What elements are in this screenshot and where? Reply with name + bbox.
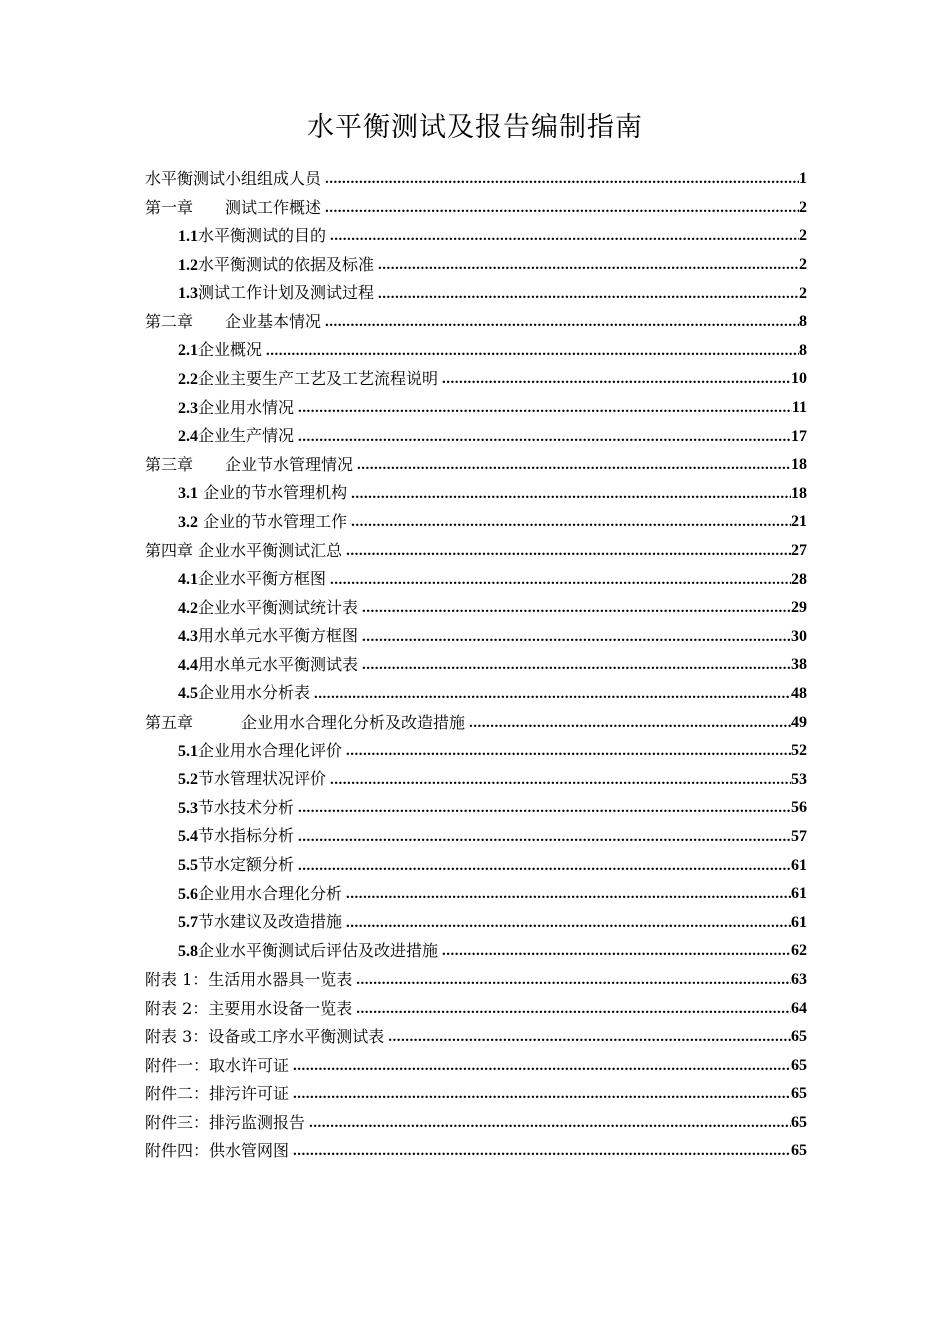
toc-page-number: 1 bbox=[799, 170, 807, 188]
toc-dot-leader bbox=[342, 913, 791, 933]
toc-page-number: 61 bbox=[791, 885, 807, 903]
toc-entry-label bbox=[178, 626, 358, 647]
toc-dot-leader bbox=[326, 226, 799, 246]
toc-section-number: 5.5 bbox=[178, 857, 198, 875]
toc-entry-text: 节水技术分析 bbox=[198, 797, 295, 817]
toc-entry-label bbox=[178, 855, 294, 876]
toc-dot-leader bbox=[358, 627, 791, 647]
toc-dot-leader bbox=[438, 941, 791, 961]
toc-entry-text: 企业的节水管理机构 bbox=[198, 483, 348, 503]
toc-page-number: 56 bbox=[791, 799, 807, 817]
toc-entry-label bbox=[178, 398, 294, 419]
toc-entry-label bbox=[145, 1113, 305, 1133]
toc-entry-label bbox=[178, 826, 294, 847]
toc-dot-leader bbox=[294, 398, 792, 418]
toc-page-number: 27 bbox=[791, 542, 807, 560]
toc-entry[interactable] bbox=[145, 765, 807, 794]
toc-page-number: 11 bbox=[791, 399, 807, 417]
toc-dot-leader bbox=[262, 341, 799, 361]
page-title: 水平衡测试及报告编制指南 bbox=[307, 112, 643, 143]
toc-dot-leader bbox=[305, 1113, 791, 1133]
toc-entry[interactable] bbox=[145, 651, 807, 680]
toc-section-number: 2.4 bbox=[178, 428, 198, 446]
toc-entry-label bbox=[145, 1056, 289, 1076]
toc-entry-text: 测试工作计划及测试过程 bbox=[198, 283, 375, 303]
toc-section-number: 4.1 bbox=[178, 571, 198, 589]
toc-page-number: 64 bbox=[791, 999, 807, 1017]
toc-entry-label bbox=[178, 369, 438, 390]
toc-entry-label bbox=[178, 340, 262, 361]
toc-dot-leader bbox=[347, 484, 791, 504]
toc-dot-leader bbox=[438, 369, 791, 389]
toc-entry[interactable] bbox=[145, 279, 807, 308]
toc-entry[interactable] bbox=[145, 708, 807, 737]
toc-entry-label bbox=[145, 455, 353, 475]
toc-page-number: 61 bbox=[791, 856, 807, 874]
toc-entry-text: 用水单元水平衡方框图 bbox=[198, 626, 359, 646]
toc-entry-label bbox=[145, 713, 465, 733]
toc-entry-text: 第二章 企业基本情况 bbox=[145, 312, 322, 332]
toc-entry[interactable] bbox=[145, 994, 807, 1023]
toc-page-number: 2 bbox=[799, 198, 807, 216]
toc-section-number: 5.7 bbox=[178, 914, 198, 932]
toc-entry[interactable] bbox=[145, 394, 807, 423]
toc-entry-label bbox=[178, 941, 438, 962]
toc-entry-label bbox=[178, 798, 294, 819]
toc-page-number: 49 bbox=[791, 713, 807, 731]
toc-entry-text: 附表 3：设备或工序水平衡测试表 bbox=[145, 1027, 385, 1047]
toc-dot-leader bbox=[358, 655, 791, 675]
toc-dot-leader bbox=[358, 598, 791, 618]
toc-entry-label bbox=[178, 655, 358, 676]
toc-section-number: 3.1 bbox=[178, 485, 198, 503]
toc-entry-label bbox=[145, 1141, 289, 1161]
toc-section-number: 4.2 bbox=[178, 599, 198, 617]
toc-entry[interactable] bbox=[145, 1051, 807, 1080]
toc-entry[interactable] bbox=[145, 565, 807, 594]
toc-dot-leader bbox=[321, 312, 799, 332]
toc-entry[interactable] bbox=[145, 365, 807, 394]
toc-entry-text: 水平衡测试小组组成人员 bbox=[145, 169, 322, 189]
toc-page-number: 21 bbox=[791, 513, 807, 531]
toc-entry[interactable] bbox=[145, 680, 807, 709]
toc-dot-leader bbox=[465, 713, 791, 733]
toc-entry[interactable] bbox=[145, 308, 807, 337]
toc-dot-leader bbox=[347, 512, 791, 532]
toc-page-number: 18 bbox=[791, 456, 807, 474]
toc-page-number: 57 bbox=[791, 827, 807, 845]
toc-section-number: 4.4 bbox=[178, 656, 198, 674]
toc-entry-text: 水平衡测试的目的 bbox=[198, 225, 327, 245]
toc-entry[interactable] bbox=[145, 1080, 807, 1109]
toc-section-number: 2.2 bbox=[178, 370, 198, 388]
toc-page-number: 38 bbox=[791, 656, 807, 674]
toc-dot-leader bbox=[352, 999, 791, 1019]
toc-section-number: 2.1 bbox=[178, 342, 198, 360]
toc-dot-leader bbox=[342, 741, 791, 761]
toc-dot-leader bbox=[321, 169, 799, 189]
toc-entry-label bbox=[145, 312, 321, 332]
toc-section-number: 1.3 bbox=[178, 285, 198, 303]
toc-entry-text: 企业用水合理化分析 bbox=[198, 883, 343, 903]
toc-page-number: 62 bbox=[791, 942, 807, 960]
toc-entry-text: 企业主要生产工艺及工艺流程说明 bbox=[198, 368, 439, 388]
toc-entry-label bbox=[178, 884, 342, 905]
toc-section-number: 5.4 bbox=[178, 828, 198, 846]
toc-entry-text: 节水建议及改造措施 bbox=[198, 912, 343, 932]
toc-entry-text: 节水定额分析 bbox=[198, 855, 295, 875]
toc-page-number: 52 bbox=[791, 742, 807, 760]
toc-page-number: 2 bbox=[799, 284, 807, 302]
toc-entry[interactable] bbox=[145, 908, 807, 937]
toc-entry[interactable] bbox=[145, 222, 807, 251]
toc-entry-label bbox=[178, 226, 326, 247]
table-of-contents bbox=[145, 165, 807, 1166]
toc-entry[interactable] bbox=[145, 451, 807, 480]
toc-dot-leader bbox=[384, 1027, 791, 1047]
toc-entry-text: 企业用水情况 bbox=[198, 397, 295, 417]
toc-dot-leader bbox=[342, 541, 791, 561]
toc-entry-text: 企业水平衡测试后评估及改进措施 bbox=[198, 940, 439, 960]
toc-page-number: 65 bbox=[791, 1028, 807, 1046]
toc-entry-label bbox=[145, 1027, 384, 1047]
toc-entry-text: 附表 2：主要用水设备一览表 bbox=[145, 998, 353, 1018]
toc-entry[interactable] bbox=[145, 537, 807, 566]
toc-entry[interactable] bbox=[145, 937, 807, 966]
toc-section-number: 5.3 bbox=[178, 799, 198, 817]
toc-entry-text: 企业水平衡测试统计表 bbox=[198, 597, 359, 617]
toc-entry[interactable] bbox=[145, 623, 807, 652]
toc-entry-text: 附件三：排污监测报告 bbox=[145, 1112, 306, 1132]
toc-page-number: 48 bbox=[791, 684, 807, 702]
toc-section-number: 3.2 bbox=[178, 513, 198, 531]
toc-entry-text: 企业的节水管理工作 bbox=[198, 511, 348, 531]
toc-entry[interactable] bbox=[145, 194, 807, 223]
toc-entry-text: 第五章 企业用水合理化分析及改造措施 bbox=[145, 712, 466, 732]
toc-page-number: 28 bbox=[791, 570, 807, 588]
toc-page-number: 65 bbox=[791, 1142, 807, 1160]
toc-entry-label bbox=[178, 483, 347, 504]
toc-entry[interactable] bbox=[145, 508, 807, 537]
toc-dot-leader bbox=[289, 1084, 791, 1104]
toc-entry-label bbox=[145, 169, 321, 189]
toc-entry-text: 第一章 测试工作概述 bbox=[145, 197, 322, 217]
toc-entry-label bbox=[178, 683, 310, 704]
toc-page-number: 18 bbox=[791, 484, 807, 502]
toc-entry[interactable] bbox=[145, 794, 807, 823]
toc-entry[interactable] bbox=[145, 251, 807, 280]
toc-dot-leader bbox=[310, 684, 791, 704]
toc-entry-text: 附表 1：生活用水器具一览表 bbox=[145, 969, 353, 989]
toc-entry-label bbox=[145, 1084, 289, 1104]
toc-entry-label bbox=[178, 769, 326, 790]
toc-entry[interactable] bbox=[145, 1137, 807, 1166]
toc-entry-label bbox=[145, 541, 342, 561]
toc-dot-leader bbox=[374, 284, 799, 304]
toc-entry-text: 用水单元水平衡测试表 bbox=[198, 654, 359, 674]
toc-page-number: 2 bbox=[799, 227, 807, 245]
toc-dot-leader bbox=[294, 827, 791, 847]
toc-entry[interactable] bbox=[145, 1023, 807, 1052]
toc-dot-leader bbox=[289, 1141, 791, 1161]
toc-entry-label bbox=[178, 598, 358, 619]
toc-dot-leader bbox=[352, 970, 791, 990]
toc-dot-leader bbox=[294, 856, 791, 876]
toc-entry-text: 第三章 企业节水管理情况 bbox=[145, 455, 354, 475]
toc-entry-text: 企业水平衡方框图 bbox=[198, 569, 327, 589]
toc-entry-text: 附件四：供水管网图 bbox=[145, 1141, 290, 1161]
toc-dot-leader bbox=[326, 570, 791, 590]
toc-page-number: 10 bbox=[791, 370, 807, 388]
toc-entry-label bbox=[145, 198, 321, 218]
toc-entry[interactable] bbox=[145, 851, 807, 880]
toc-dot-leader bbox=[342, 884, 791, 904]
toc-entry-text: 企业用水分析表 bbox=[198, 683, 311, 703]
toc-entry[interactable] bbox=[145, 594, 807, 623]
toc-entry[interactable] bbox=[145, 737, 807, 766]
toc-page-number: 30 bbox=[791, 627, 807, 645]
toc-page-number: 29 bbox=[791, 599, 807, 617]
toc-page-number: 61 bbox=[791, 913, 807, 931]
toc-dot-leader bbox=[321, 198, 799, 218]
toc-section-number: 4.5 bbox=[178, 685, 198, 703]
toc-entry-label bbox=[178, 569, 326, 590]
toc-entry-text: 水平衡测试的依据及标准 bbox=[198, 254, 375, 274]
toc-section-number: 5.2 bbox=[178, 771, 198, 789]
toc-page-number: 65 bbox=[791, 1113, 807, 1131]
toc-entry[interactable] bbox=[145, 422, 807, 451]
toc-page-number: 65 bbox=[791, 1085, 807, 1103]
toc-dot-leader bbox=[294, 798, 791, 818]
toc-page-number: 2 bbox=[799, 256, 807, 274]
toc-entry-label bbox=[178, 741, 342, 762]
toc-section-number: 1.1 bbox=[178, 227, 198, 245]
toc-dot-leader bbox=[326, 770, 791, 790]
toc-entry[interactable] bbox=[145, 165, 807, 194]
toc-section-number: 4.3 bbox=[178, 628, 198, 646]
toc-entry-text: 企业概况 bbox=[198, 340, 263, 360]
toc-entry-label bbox=[145, 970, 352, 990]
toc-entry-text: 节水管理状况评价 bbox=[198, 769, 327, 789]
toc-dot-leader bbox=[294, 427, 791, 447]
toc-page-number: 63 bbox=[791, 970, 807, 988]
toc-entry[interactable] bbox=[145, 823, 807, 852]
toc-entry-text: 附件一：取水许可证 bbox=[145, 1055, 290, 1075]
toc-entry-text: 节水指标分析 bbox=[198, 826, 295, 846]
toc-section-number: 2.3 bbox=[178, 399, 198, 417]
toc-section-number: 5.8 bbox=[178, 942, 198, 960]
toc-section-number: 5.6 bbox=[178, 885, 198, 903]
toc-entry-text: 附件二：排污许可证 bbox=[145, 1084, 290, 1104]
toc-page-number: 8 bbox=[799, 313, 807, 331]
toc-entry[interactable] bbox=[145, 337, 807, 366]
toc-section-number: 1.2 bbox=[178, 256, 198, 274]
toc-entry[interactable] bbox=[145, 480, 807, 509]
toc-entry-label bbox=[178, 283, 374, 304]
toc-entry-text: 企业生产情况 bbox=[198, 426, 295, 446]
toc-entry-text: 第四章 企业水平衡测试汇总 bbox=[145, 541, 343, 561]
toc-entry-label bbox=[178, 255, 374, 276]
toc-entry[interactable] bbox=[145, 880, 807, 909]
toc-entry-label bbox=[178, 912, 342, 933]
toc-dot-leader bbox=[353, 455, 791, 475]
toc-page-number: 8 bbox=[799, 341, 807, 359]
toc-entry-text: 企业用水合理化评价 bbox=[198, 740, 343, 760]
toc-entry-label bbox=[178, 426, 294, 447]
toc-entry[interactable] bbox=[145, 1109, 807, 1138]
toc-page-number: 17 bbox=[791, 427, 807, 445]
toc-entry[interactable] bbox=[145, 966, 807, 995]
toc-page-number: 65 bbox=[791, 1056, 807, 1074]
toc-dot-leader bbox=[374, 255, 799, 275]
toc-section-number: 5.1 bbox=[178, 742, 198, 760]
toc-entry-label bbox=[145, 999, 352, 1019]
toc-dot-leader bbox=[289, 1056, 791, 1076]
toc-page-number: 53 bbox=[791, 770, 807, 788]
toc-entry-label bbox=[178, 512, 347, 533]
